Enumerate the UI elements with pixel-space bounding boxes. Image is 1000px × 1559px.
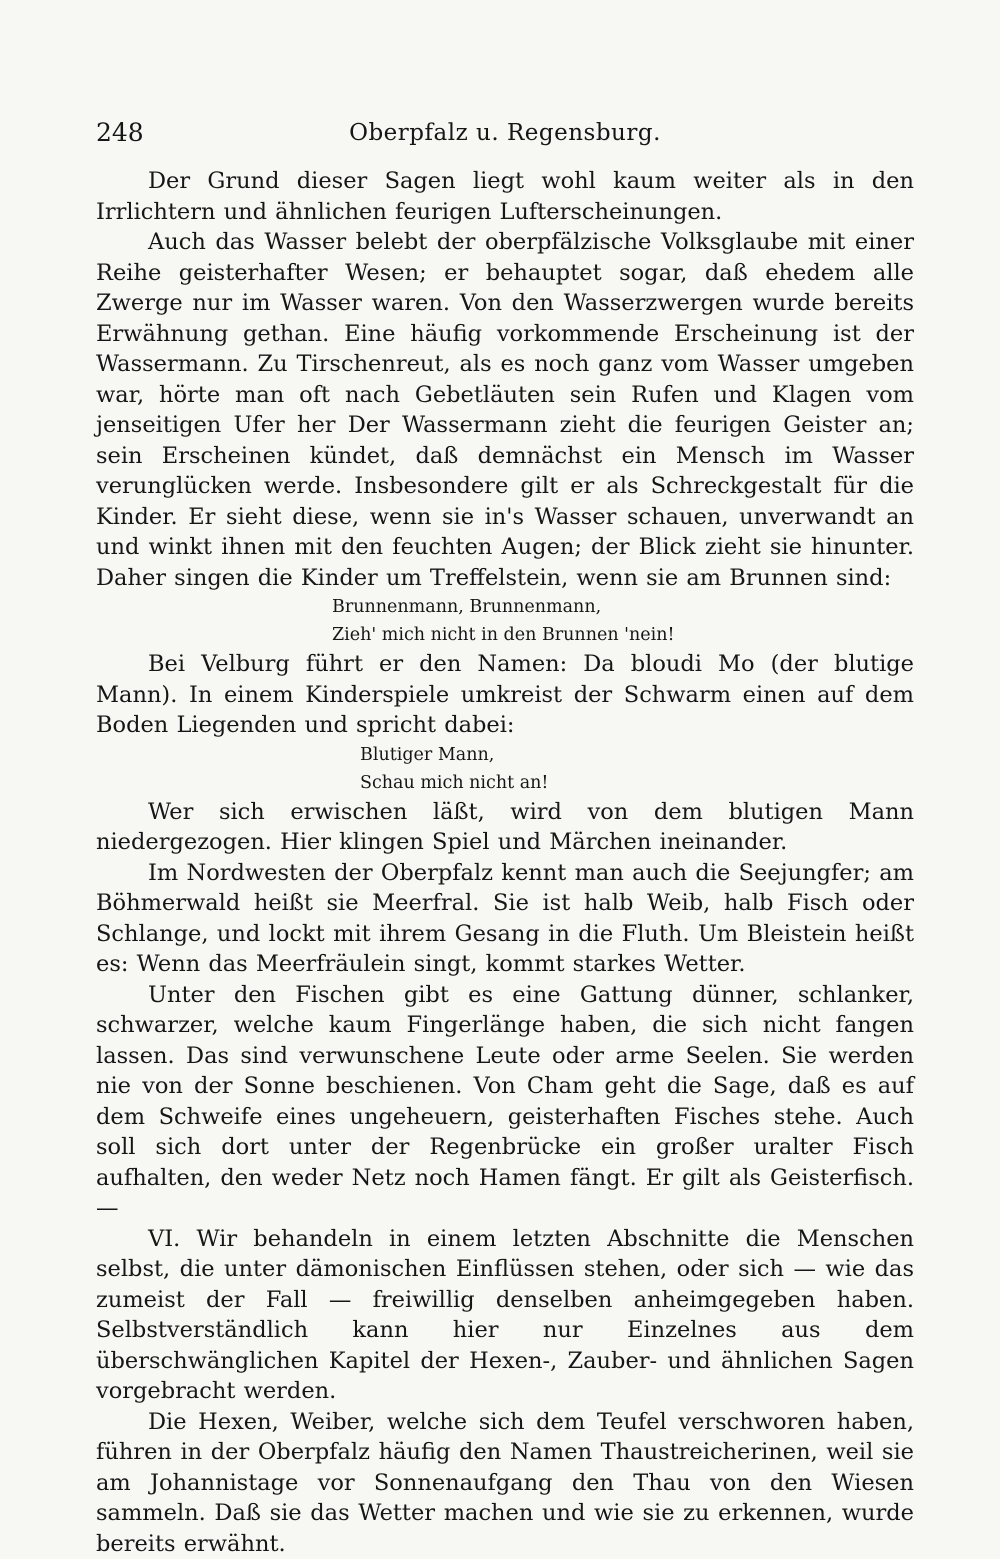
page-body — [96, 166, 914, 1559]
paragraph: Unter den Fischen gibt es eine Gattung dünner, schlanker, schwarzer, welche kaum Fingerlänge haben, die sich nicht fangen lassen. Das sind verwunschene Leute oder arme Seelen. Sie werden nie von der Sonne beschienen. Von Cham geht die Sage, daß es auf dem Schweife eines ungeheuern, geisterhaften Fisches stehe. Auch soll sich dort unter der Regenbrücke ein großer uralter Fisch aufhalten, den weder Netz noch Hamen fängt. Er gilt als Geisterfisch. — — [96, 980, 914, 1224]
verse-line: Zieh' mich nicht in den Brunnen 'nein! — [96, 621, 914, 649]
paragraph: Der Grund dieser Sagen liegt wohl kaum weiter als in den Irrlichtern und ähnlichen feurigen Lufterscheinungen. — [96, 166, 914, 227]
page-header — [96, 118, 914, 158]
paragraph: Auch das Wasser belebt der oberpfälzische Volksglaube mit einer Reihe geisterhafter Wesen; er behauptet sogar, daß ehedem alle Zwerge nur im Wasser waren. Von den Wasserzwergen wurde bereits Erwähnung gethan. Eine häufig vorkommende Erscheinung ist der Wassermann. Zu Tirschenreut, als es noch ganz vom Wasser umgeben war, hörte man oft nach Gebetläuten sein Rufen und Klagen vom jenseitigen Ufer her Der Wassermann zieht die feurigen Geister an; sein Erscheinen kündet, daß demnächst ein Mensch im Wasser verunglücken werde. Insbesondere gilt er als Schreckgestalt für die Kinder. Er sieht diese, wenn sie in's Wasser schauen, unverwandt an und winkt ihnen mit den feuchten Augen; der Blick zieht sie hinunter. Daher singen die Kinder um Treffelstein, wenn sie am Brunnen sind: — [96, 227, 914, 593]
book-page — [96, 118, 914, 1559]
page-number: 248 — [96, 118, 144, 147]
verse-line: Brunnenmann, Brunnenmann, — [96, 593, 914, 621]
paragraph: Wer sich erwischen läßt, wird von dem blutigen Mann niedergezogen. Hier klingen Spiel und Märchen ineinander. — [96, 797, 914, 858]
running-title: Oberpfalz u. Regensburg. — [96, 120, 914, 146]
paragraph: Im Nordwesten der Oberpfalz kennt man auch die Seejungfer; am Böhmerwald heißt sie Meerfral. Sie ist halb Weib, halb Fisch oder Schlange, und lockt mit ihrem Gesang in die Fluth. Um Bleistein heißt es: Wenn das Meerfräulein singt, kommt starkes Wetter. — [96, 858, 914, 980]
verse-line: Schau mich nicht an! — [96, 769, 914, 797]
paragraph: Bei Velburg führt er den Namen: Da bloudi Mo (der blutige Mann). In einem Kinderspiele umkreist der Schwarm einen auf dem Boden Liegenden und spricht dabei: — [96, 649, 914, 741]
paragraph: Die Hexen, Weiber, welche sich dem Teufel verschworen haben, führen in der Oberpfalz häufig den Namen Thaustreicherinen, weil sie am Johannistage vor Sonnenaufgang den Thau von den Wiesen sammeln. Daß sie das Wetter machen und wie sie zu erkennen, wurde bereits erwähnt. — [96, 1407, 914, 1559]
paragraph: VI. Wir behandeln in einem letzten Abschnitte die Menschen selbst, die unter dämonischen Einflüssen stehen, oder sich — wie das zumeist der Fall — freiwillig denselben anheimgegeben haben. Selbstverständlich kann hier nur Einzelnes aus dem überschwänglichen Kapitel der Hexen-, Zauber- und ähnlichen Sagen vorgebracht werden. — [96, 1224, 914, 1407]
verse-line: Blutiger Mann, — [96, 741, 914, 769]
